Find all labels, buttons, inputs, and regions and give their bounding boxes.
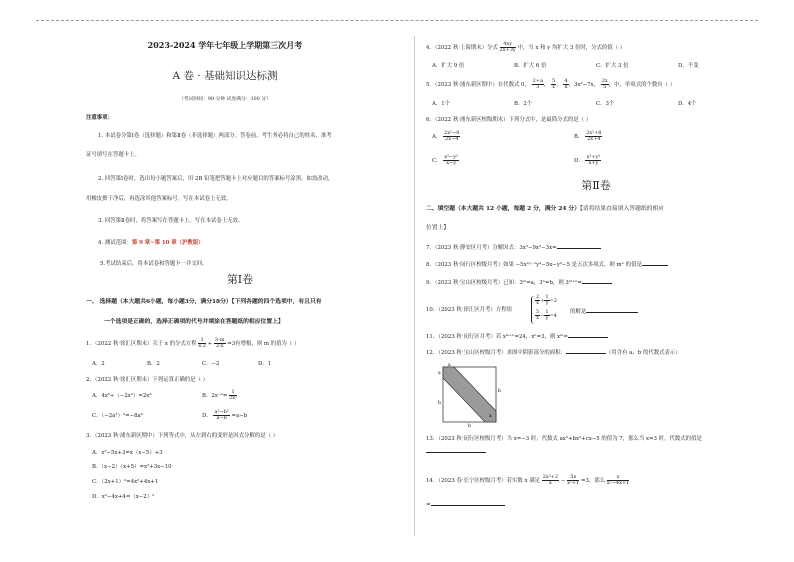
question-3: 3．（2023 秋·浦东新区期中）下列等式中，从左到右的变形是因式分解的是（ ） [86,433,279,439]
question-2: 2．（2022 秋·徐汇区期末）下列运算正确的是（ ） [86,377,209,383]
denominator: x−y [446,160,457,166]
option-b: B．（x−2）（x+5）=x²+3x−10 [92,464,172,470]
part1-title: 第Ⅰ卷 [226,273,254,286]
question-8 [426,262,668,269]
answer-blank[interactable] [568,337,608,338]
option-d: D．不变 [678,63,699,69]
numerator: 1 [545,309,549,315]
option-c: C．3个 [596,101,615,107]
option-d [202,410,247,421]
exam-info: （考试时间：90 分钟 试卷满分：100 分） [179,97,271,102]
fraction [198,338,206,349]
q5-stem: ，3x²−7x， [568,82,599,88]
option-d: D．x²−4x+4=（x−2）² [92,494,155,500]
notice-scope [98,240,204,247]
numerator: 4 [564,78,568,84]
question-13 [426,436,702,443]
fill-instruction-note: 【请将结果直接填入答题纸的相应 [580,206,665,212]
answer-blank[interactable] [642,265,668,266]
q14-stem: 14．（2023 春·长宁区校级月考）若实数 x 满足 [426,478,541,484]
fraction [229,390,237,401]
denominator: 2x+4 [587,136,601,142]
question-10 [426,307,512,314]
numerator: 2 [536,294,540,300]
q1-stem: =3有增根，则 m 的值为（ ） [227,341,300,347]
denominator: y [545,315,549,321]
numerator: 5 [536,309,540,315]
answer-blank[interactable] [586,312,638,313]
question-11 [426,334,608,341]
denominator: x²−4x+1 [606,480,630,486]
question-5 [426,79,675,90]
question-14 [426,475,629,486]
question-4 [426,42,625,53]
option-b [574,131,602,142]
label-a-bottom: a [489,414,492,419]
option-c [432,155,459,166]
fraction [213,410,229,421]
operator: − [560,478,566,484]
fraction [443,131,460,142]
q1-stem: 1．（2022 秋·徐汇区期末）关于 x 的分式方程 [86,341,197,347]
option-b: B．2 [147,361,160,367]
numerator: 5x [567,475,579,481]
denominator: x [552,84,556,90]
fraction [542,475,559,486]
equation-row-2 [535,310,557,321]
label-a-top: a [448,363,451,368]
operator: − [540,313,545,319]
option-label: B．2x⁻²= [202,393,228,399]
notice-scope-range: 第 9 章~第 10 章（沪教版） [131,240,204,246]
fraction [532,79,544,90]
numerator: 1 [229,390,237,396]
q12-stem: 12．（2023 秋·宝山区校级月考）求图中阴影部分的面积： [426,350,566,356]
denominator: 2-x [215,343,224,349]
label-a-left: a [438,371,441,376]
option-c: C．（2x+1）²=4x²+4x+1 [92,479,159,485]
option-a [432,131,460,142]
numerator: 2x²−8 [444,130,460,136]
option-d: D．1 [258,361,272,367]
option-c: C．（−2a³）³=−8a⁶ [92,413,143,419]
numerator: 2x²+8 [586,130,602,136]
option-label: D． [574,158,584,164]
numerator: 2+a [532,78,543,84]
fill-instruction-main: 二、填空题（本大题共 12 小题，每题 2 分，满分 24 分） [426,206,581,212]
numerator: a²−b² [214,409,229,415]
answer-blank[interactable] [566,353,606,354]
numerator: x²+y² [586,154,601,160]
q11-stem: 11．（2023 秋·闵行区月考）若 xᵐ⁺ⁿ=24，xⁿ=3，则 xᵐ= [426,334,568,340]
q10-stem: 的解是 [570,309,587,315]
q14-stem: =3，那么 [581,478,606,484]
question-12 [426,350,681,357]
fraction [585,155,601,166]
denominator: y [545,300,549,306]
answer-blank[interactable] [557,248,601,249]
notice-line: 2. 回答第Ⅰ卷时，选出每小题答案后，用 2B 铅笔把答题卡上对应题目的答案标号涂黑。如需改动， [98,176,334,182]
denominator: 2x−4 [445,136,459,142]
option-a: A．4x⁶÷（−2x³）=2x³ [92,393,152,399]
notice-line: 用橡皮擦干净后，再选涂其他答案标号。写在本试卷上无效。 [86,196,232,202]
numerator: x [607,475,629,481]
denominator: 5 [603,84,607,90]
header-dashed-line [36,20,758,21]
separator: ， [556,82,562,88]
constant: 2 [553,298,557,304]
option-tail: =a−b [231,413,248,419]
denominator: 2x² [229,395,238,401]
denominator: 3 [536,84,540,90]
operator: + [207,341,213,347]
numerator: 4xy [500,42,516,48]
numerator: 1 [545,294,549,300]
fraction [443,155,459,166]
equals-sign: = [426,502,431,508]
numerator: 2x²+2 [542,474,559,480]
option-label: A． [432,134,442,140]
exam-title: 2023-2024 学年七年级上学期第三次月考 [147,40,303,50]
notice-scope-label: 4. 测试范围： [98,240,132,246]
column-divider [414,36,415,536]
q10-stem: 10．（2023 秋·徐汇区月考）方程组 [426,307,512,313]
denominator: x [536,315,539,321]
numerator: 1 [198,338,206,344]
label-b-bottom: b [468,424,471,428]
notice-title: 注意事项： [86,115,113,121]
option-a: A．扩大 9 倍 [432,63,465,69]
q10-tail [570,309,638,316]
question-13-blank [426,449,486,456]
fraction [585,131,602,142]
answer-blank[interactable] [431,505,505,506]
operator: + [540,298,545,304]
option-b: B．扩大 6 倍 [514,63,547,69]
question-14-blank [426,502,505,509]
fraction [601,79,609,90]
option-label: B． [574,134,584,140]
denominator: x [549,480,552,486]
question-9 [426,280,612,287]
q8-stem: 8．（2023 秋·闵行区校级月考）如果 −5x²ʸ⁻¹y³−5x−y²−5 是五次多项式，则 mⁿ 的值是 [426,262,642,268]
constant: 4 [553,313,557,319]
numerator: 5 [552,78,556,84]
fraction [500,42,516,53]
option-label: D． [202,413,212,419]
numerator: 3-m [214,337,225,343]
denominator: x-2 [198,343,206,349]
option-a: A．x²−5x+3=x（x−5）+3 [92,450,163,456]
option-c: C．−2 [202,361,220,367]
notice-line: 证号填写在答题卡上。 [86,152,140,158]
numerator: 2x [601,78,608,84]
option-a: A．2 [92,361,105,367]
q7-stem: 7．（2023 秋·静安区月考）分解因式：3x³−9x²−3x= [426,245,557,251]
q4-stem: 中，当 x 和 y 均扩大 3 倍时，分式的值（ ） [517,45,626,51]
label-b-left: b [438,401,441,406]
question-6: 6．（2022 秋·浦东新区校级期末）下列分式中，是最简分式的是（ ） [426,117,592,123]
exam-subtitle: A 卷 · 基础知识达标测 [172,70,278,82]
option-c: C．扩大 3 倍 [596,63,629,69]
option-b: B．2个 [514,101,533,107]
q13-stem: 13．（2023 秋·闵行区校级月考）当 x=−3 时，代数式 ax⁵+bx³+cx−5 的值为 7，那么当 x=3 时，代数式的值是 [426,436,702,442]
denominator: x²+1 [567,480,580,486]
q9-stem: 9．（2023 秋·宝山区校级月考）已知：3ᵐ=a，3ⁿ=b，则 3ᵐ⁺ⁿ= [426,280,582,286]
option-d: D．4个 [678,101,697,107]
choice-instruction: 一个选项是正确的，选择正确项的代号并填涂在答题纸的相应位置上】 [104,319,284,325]
option-d [574,155,601,166]
label-b-right: b [498,389,501,394]
shaded-area-figure [432,362,502,428]
choice-instruction: 一、 选择题（本大题共6小题，每小题3分，满分18分）【下列各题的四个选项中，有且只有 [86,299,322,305]
option-b [202,390,237,401]
question-1 [86,338,299,349]
fraction [214,338,226,349]
notice-line: 5.考试结束后，将本试卷和答题卡一并交回。 [100,261,208,267]
fraction [567,475,579,486]
denominator: a−b [216,415,227,421]
denominator: x+y [588,160,599,166]
operator: = [549,298,554,304]
separator: ， [543,82,550,88]
fraction [607,475,629,486]
option-label: C． [432,158,442,164]
notice-line: 1. 本试卷分第Ⅰ卷（选择题）和第Ⅱ卷（非选择题）两部分。答卷前，考生务必将自己的姓名、准考 [98,133,332,139]
part2-title: 第Ⅱ卷 [581,179,611,192]
denominator: π [564,84,568,90]
answer-blank[interactable] [426,452,486,453]
numerator: x²−y² [444,154,459,160]
denominator: 2x+3y [499,47,516,53]
answer-blank[interactable] [582,283,612,284]
equation-row-1 [535,295,557,306]
fill-instruction-tail: 位置上】 [426,225,450,231]
notice-line: 3. 回答第Ⅱ卷时，将答案写在答题卡上。写在本试卷上无效。 [98,218,244,224]
question-7 [426,245,601,252]
q5-stem: 5．（2023 秋·浦东新区期中）在代数式 0， [426,82,530,88]
option-a: A．1个 [432,101,451,107]
q4-stem: 4．（2022 秋·上海期末）分式 [426,45,498,51]
q5-stem: ，中，单项式的个数有（ ） [608,82,676,88]
q12-tail: （用含有 a、b 的代数式表示） [605,350,681,356]
operator: = [549,313,554,319]
fill-instruction [426,206,664,213]
denominator: x [536,300,539,306]
